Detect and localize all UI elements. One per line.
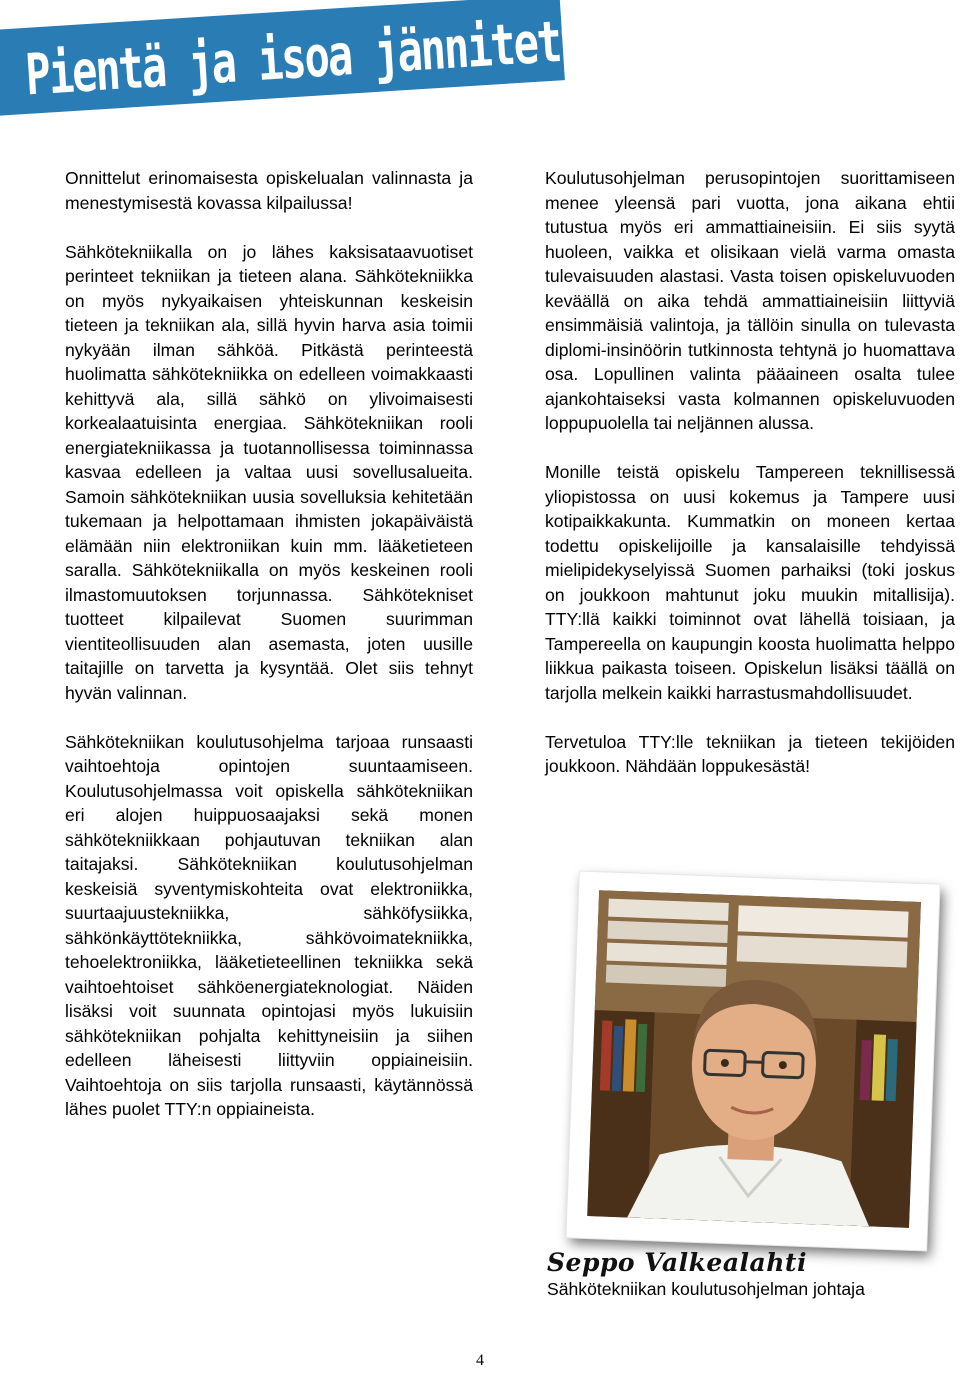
portrait-illustration xyxy=(587,890,921,1228)
author-name: Seppo Valkealahti xyxy=(547,1248,807,1277)
paragraph: Monille teistä opiskelu Tampereen teknillisessä yliopistossa on uusi kokemus ja Tampere uusi kotipaikkakunta. Kummatkin on moneen kertaa todettu opiskelijoille ja kansalaisille tehdyissä mielipidekyselyissä Suomen parhaiksi (toki joskus on joukkoon mahtunut joku muukin mitallisija). TTY:llä kaikki toiminnot ovat lähellä toisiaan, ja Tampereella on kaupungin koosta huolimatta helppo liikkua paikasta toiseen. Opiskelun lisäksi täällä on tarjolla melkein kaikki harrastusmahdollisuudet. xyxy=(545,462,955,703)
right-column xyxy=(545,166,955,803)
paragraph: Tervetuloa TTY:lle tekniikan ja tieteen tekijöiden joukkoon. Nähdään loppukesästä! xyxy=(545,731,955,776)
portrait-photo xyxy=(587,890,921,1228)
left-column xyxy=(65,166,473,1146)
author-role: Sähkötekniikan koulutusohjelman johtaja xyxy=(547,1279,865,1299)
paragraph: Onnittelut erinomaisesta opiskelualan valinnasta ja menestymisestä kovassa kilpailussa! xyxy=(65,168,473,213)
page-title: Pientä ja isoa jännitettä xyxy=(23,5,609,109)
paragraph: Sähkötekniikan koulutusohjelma tarjoaa runsaasti vaihtoehtoja opintojen suuntaamiseen. Koulutusohjelmassa voit opiskella sähkötekniikan eri alojen huippuosaajaksi sekä monen sähkötekniikkaan pohjautuvan tekniikan alan taitajaksi. Sähkötekniikan koulutusohjelman keskeisiä syventymiskohteita ovat elektroniikka, suurtaajuustekniikka, sähköfysiikka, sähkönkäyttötekniikka, sähkövoimatekniikka, tehoelektroniikka, lääketieteellinen tekniikka sekä vaihtoehtoiset sähköenergiateknologiat. Näiden lisäksi voit suunnata opintojasi myös lukuisiin sähkötekniikan pohjalta kehittyneisiin ja siihen edelleen läheisesti liittyviin oppiaineisiin. Vaihtoehtoja on siis tarjolla runsaasti, käytännössä lähes puolet TTY:n oppiaineista. xyxy=(65,731,473,1119)
paragraph: Sähkötekniikalla on jo lähes kaksisataavuotiset perinteet tekniikan ja tieteen alana. Sähkötekniikka on myös nykyaikaisen yhteiskunnan keskeisin tieteen ja tekniikan ala, sillä hyvin harva asia toimii nykyään ilman sähköä. Pitkästä perinteestä huolimatta sähkötekniikka on edelleen voimakkaasti kehittyvä ala, sillä sähkö on ylivoimaisesti korkealaatuisinta energiaa. Sähkötekniikan rooli energiatekniikassa ja tuotannollisessa toiminnassa kasvaa edelleen ja valtaa uusi sovellusalueita. Samoin sähkötekniikan uusia sovelluksia kehitetään tukemaan ja helpottamaan ihmisten jokapäiväistä elämään niin elektroniikan kuin mm. lääketieteen saralla. Sähkötekniikalla on myös keskeinen rooli ilmastomuutoksen torjunnassa. Sähkötekniset tuotteet kilpailevat Suomen suurimman vientiteollisuuden alan asemasta, joten uusille taitajille on tarvetta ja kysyntää. Olet siis tehnyt hyvän valinnan. xyxy=(65,241,473,703)
paragraph: Koulutusohjelman perusopintojen suorittamiseen menee yleensä pari vuotta, jona aikana ehtii tutustua myös eri ammattiaineisiin. Ei siis syytä huoleen, vaikka et olisikaan vielä varma omasta tulevaisuuden alastasi. Vasta toisen opiskeluvuoden keväällä on aika tehdä ammattiaineisiin liittyviä ensimmäisiä valintoja, ja tällöin sinulla on tulevasta diplomi-insinöörin tutkinnosta tehtynä jo huomattava osa. Lopullinen valinta pääaineen osalta tulee ajankohtaiseksi vasta kolmannen opiskeluvuoden loppupuolella tai neljännen alussa. xyxy=(545,168,955,433)
page-number: 4 xyxy=(476,1352,484,1369)
title-banner xyxy=(0,0,609,116)
author-caption xyxy=(547,1248,865,1300)
portrait-photo-frame xyxy=(566,872,939,1251)
